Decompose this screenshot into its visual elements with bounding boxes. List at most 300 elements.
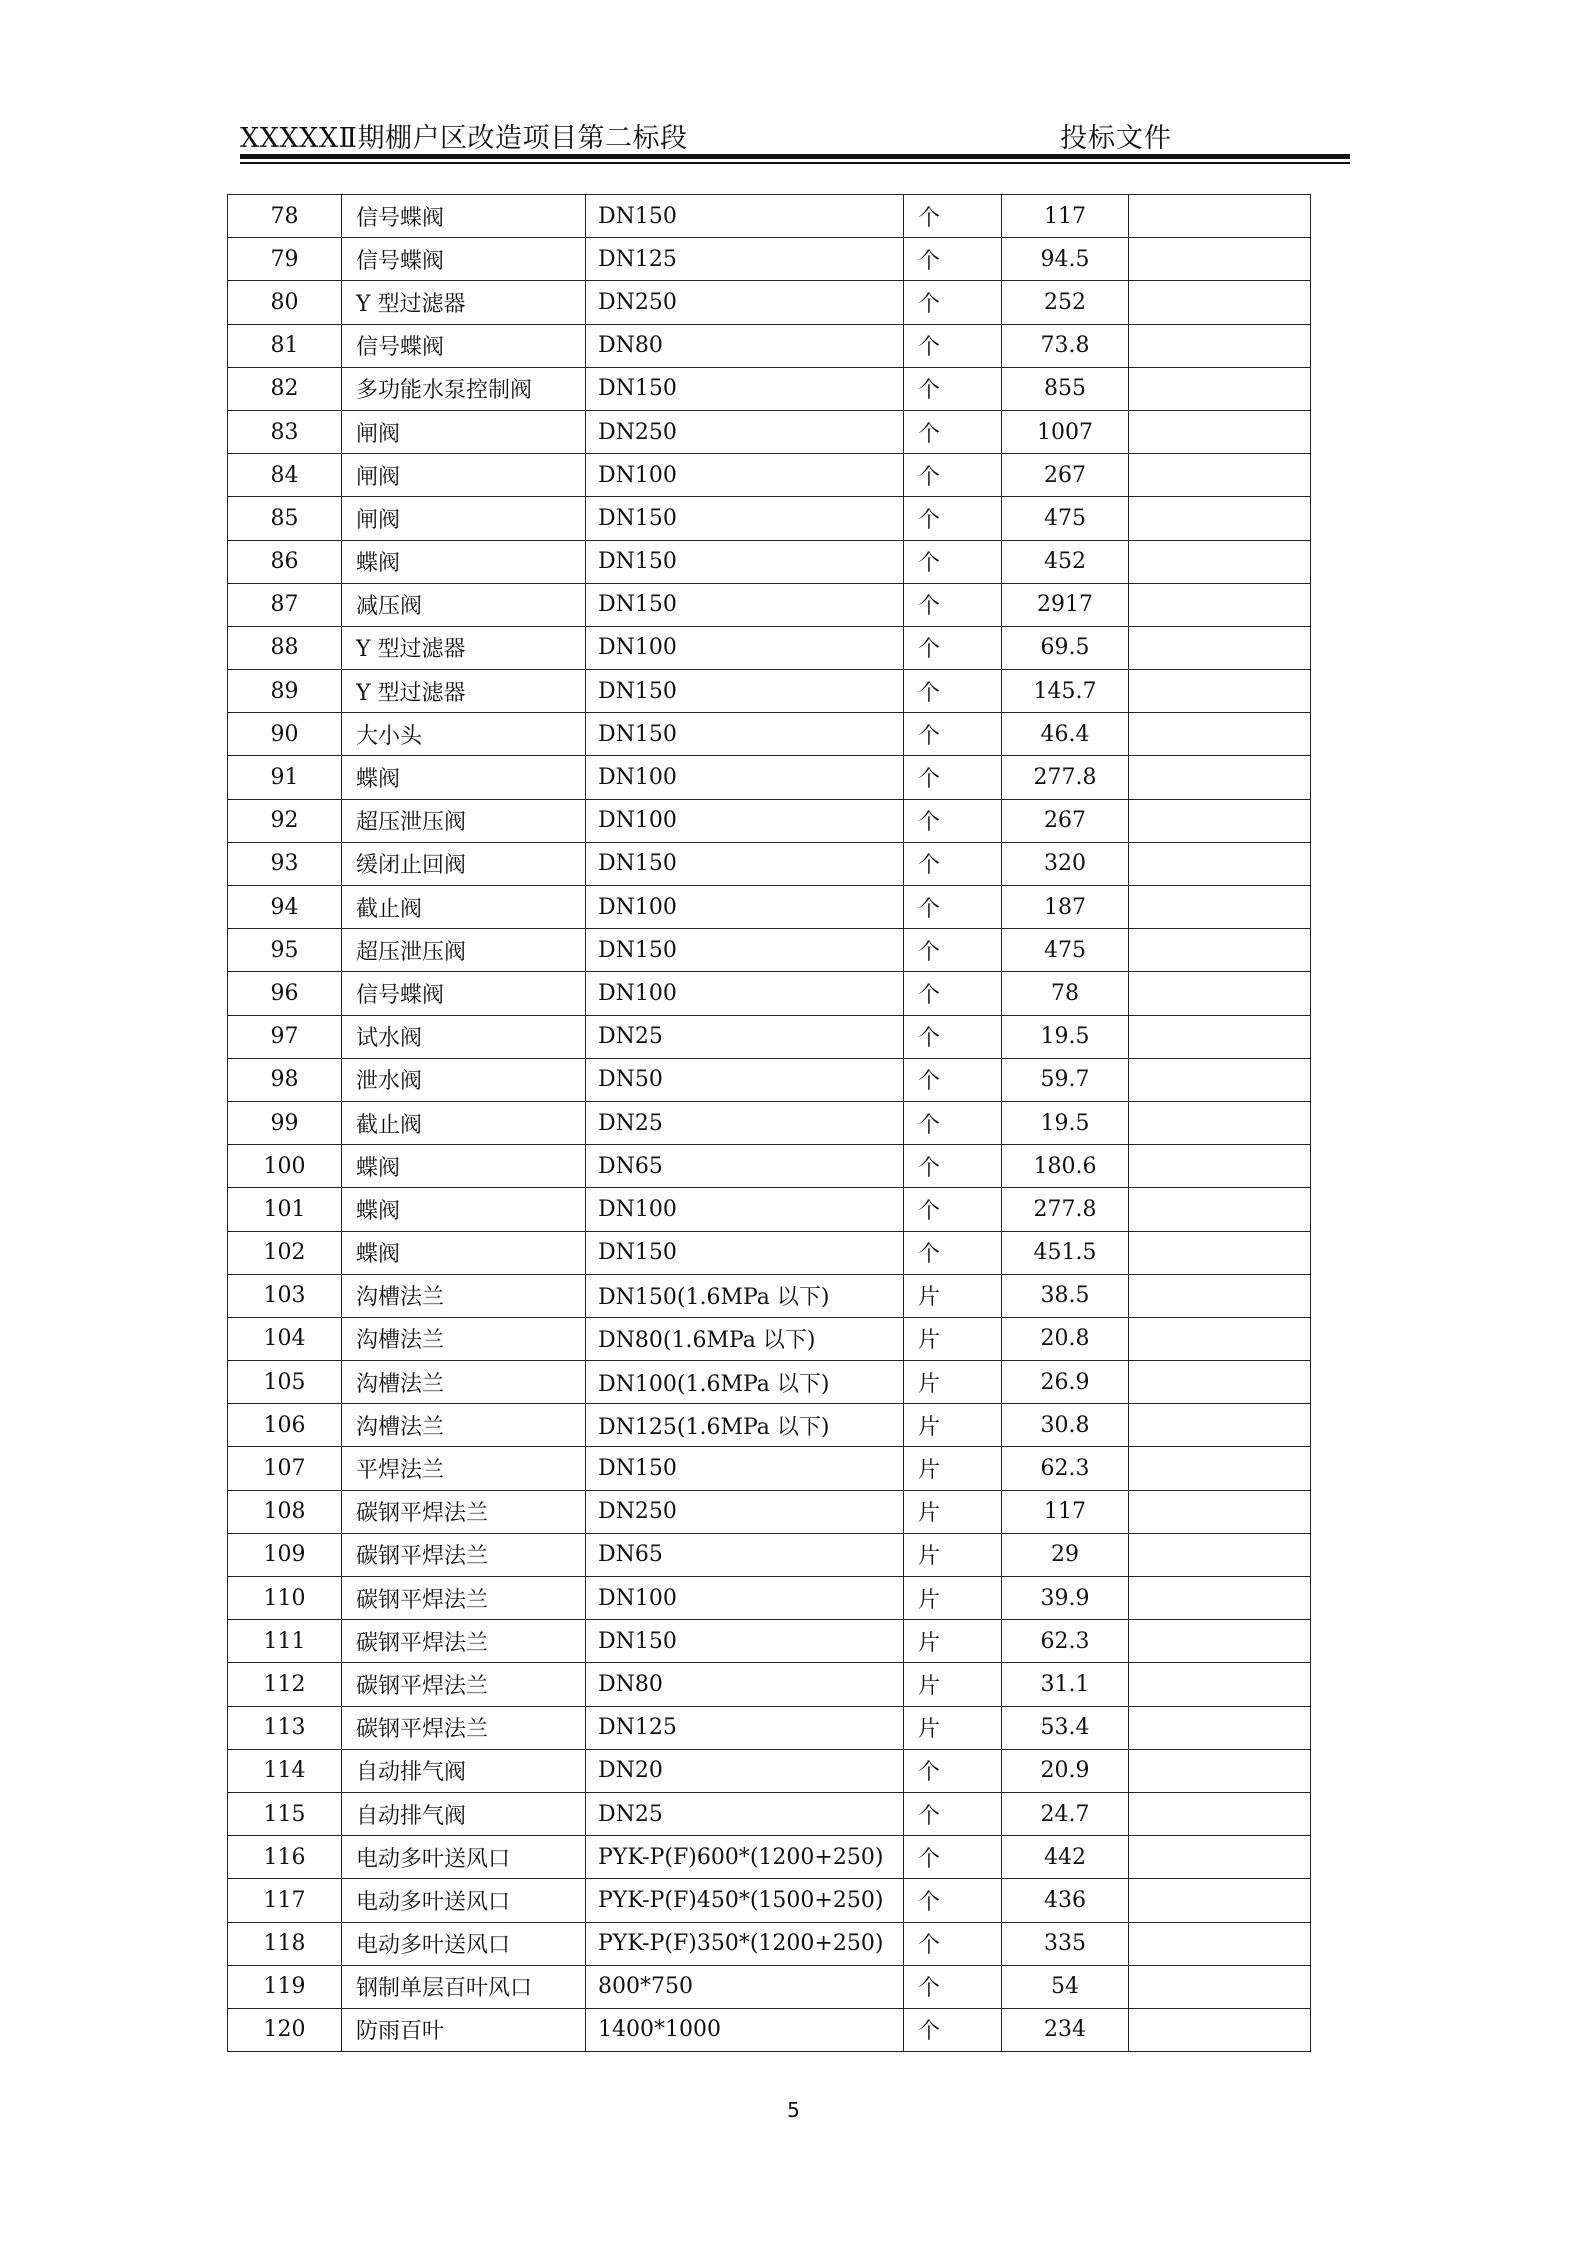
document-type: 投标文件 — [1060, 123, 1172, 154]
row-number: 81 — [228, 324, 342, 367]
item-spec: DN65 — [586, 1145, 904, 1188]
row-number: 97 — [228, 1015, 342, 1058]
table-row — [228, 1706, 1311, 1749]
table-row — [228, 1188, 1311, 1231]
item-unit: 个 — [904, 713, 1002, 756]
row-number: 102 — [228, 1231, 342, 1274]
item-price: 335 — [1002, 1922, 1129, 1965]
item-name: Y 型过滤器 — [342, 281, 586, 324]
row-number: 98 — [228, 1058, 342, 1101]
item-price: 20.8 — [1002, 1317, 1129, 1360]
item-spec: 800*750 — [586, 1965, 904, 2008]
item-price: 24.7 — [1002, 1792, 1129, 1835]
item-name: 电动多叶送风口 — [342, 1922, 586, 1965]
row-number: 99 — [228, 1101, 342, 1144]
row-number: 88 — [228, 626, 342, 669]
table-row — [228, 1404, 1311, 1447]
item-price: 73.8 — [1002, 324, 1129, 367]
row-number: 113 — [228, 1706, 342, 1749]
row-number: 105 — [228, 1361, 342, 1404]
item-price: 180.6 — [1002, 1145, 1129, 1188]
item-unit: 个 — [904, 1101, 1002, 1144]
item-spec: DN25 — [586, 1792, 904, 1835]
item-price: 475 — [1002, 929, 1129, 972]
item-remark — [1129, 1490, 1311, 1533]
table-row — [228, 1058, 1311, 1101]
table-row — [228, 929, 1311, 972]
item-price: 78 — [1002, 972, 1129, 1015]
table-row — [228, 1361, 1311, 1404]
table-row — [228, 1145, 1311, 1188]
item-price: 436 — [1002, 1879, 1129, 1922]
item-unit: 个 — [904, 583, 1002, 626]
row-number: 110 — [228, 1577, 342, 1620]
row-number: 85 — [228, 497, 342, 540]
item-name: 信号蝶阀 — [342, 238, 586, 281]
item-remark — [1129, 1663, 1311, 1706]
item-price: 2917 — [1002, 583, 1129, 626]
item-unit: 个 — [904, 1188, 1002, 1231]
table-row — [228, 583, 1311, 626]
materials-table — [227, 194, 1311, 2052]
item-price: 234 — [1002, 2008, 1129, 2051]
item-remark — [1129, 195, 1311, 238]
table-row — [228, 324, 1311, 367]
item-remark — [1129, 1015, 1311, 1058]
item-price: 442 — [1002, 1836, 1129, 1879]
table-body — [228, 195, 1311, 2052]
item-unit: 个 — [904, 1231, 1002, 1274]
item-unit: 个 — [904, 281, 1002, 324]
item-remark — [1129, 799, 1311, 842]
item-name: 蝶阀 — [342, 756, 586, 799]
row-number: 106 — [228, 1404, 342, 1447]
item-price: 267 — [1002, 799, 1129, 842]
page-number: 5 — [787, 2098, 800, 2122]
item-price: 62.3 — [1002, 1620, 1129, 1663]
item-price: 94.5 — [1002, 238, 1129, 281]
item-name: 超压泄压阀 — [342, 929, 586, 972]
item-name: 试水阀 — [342, 1015, 586, 1058]
table-row — [228, 670, 1311, 713]
table-row — [228, 1792, 1311, 1835]
item-spec: DN150 — [586, 670, 904, 713]
item-unit: 个 — [904, 842, 1002, 885]
item-name: 大小头 — [342, 713, 586, 756]
item-unit: 个 — [904, 799, 1002, 842]
item-spec: DN150 — [586, 367, 904, 410]
item-name: 电动多叶送风口 — [342, 1879, 586, 1922]
item-remark — [1129, 1836, 1311, 1879]
table-row — [228, 2008, 1311, 2051]
item-unit: 个 — [904, 1965, 1002, 2008]
item-name: 多功能水泵控制阀 — [342, 367, 586, 410]
item-remark — [1129, 1404, 1311, 1447]
row-number: 120 — [228, 2008, 342, 2051]
item-unit: 片 — [904, 1317, 1002, 1360]
item-name: 超压泄压阀 — [342, 799, 586, 842]
row-number: 104 — [228, 1317, 342, 1360]
table-row — [228, 886, 1311, 929]
table-row — [228, 410, 1311, 453]
row-number: 101 — [228, 1188, 342, 1231]
item-remark — [1129, 1058, 1311, 1101]
item-name: Y 型过滤器 — [342, 626, 586, 669]
item-remark — [1129, 1620, 1311, 1663]
item-name: 信号蝶阀 — [342, 324, 586, 367]
item-name: 防雨百叶 — [342, 2008, 586, 2051]
item-unit: 片 — [904, 1620, 1002, 1663]
item-remark — [1129, 1145, 1311, 1188]
item-spec: DN250 — [586, 1490, 904, 1533]
item-name: 碳钢平焊法兰 — [342, 1533, 586, 1576]
item-price: 475 — [1002, 497, 1129, 540]
row-number: 107 — [228, 1447, 342, 1490]
item-name: 截止阀 — [342, 886, 586, 929]
item-price: 117 — [1002, 1490, 1129, 1533]
table-row — [228, 454, 1311, 497]
item-spec: DN25 — [586, 1015, 904, 1058]
item-remark — [1129, 454, 1311, 497]
item-unit: 个 — [904, 367, 1002, 410]
item-name: 自动排气阀 — [342, 1792, 586, 1835]
item-price: 452 — [1002, 540, 1129, 583]
item-remark — [1129, 1706, 1311, 1749]
item-spec: DN150 — [586, 1447, 904, 1490]
item-spec: DN150 — [586, 1231, 904, 1274]
item-unit: 片 — [904, 1577, 1002, 1620]
table-row — [228, 1274, 1311, 1317]
item-spec: DN100 — [586, 799, 904, 842]
item-spec: DN65 — [586, 1533, 904, 1576]
row-number: 86 — [228, 540, 342, 583]
header-rule-thick — [240, 154, 1350, 159]
item-spec: DN125 — [586, 1706, 904, 1749]
item-remark — [1129, 583, 1311, 626]
item-remark — [1129, 410, 1311, 453]
item-unit: 片 — [904, 1663, 1002, 1706]
item-remark — [1129, 1792, 1311, 1835]
item-name: 碳钢平焊法兰 — [342, 1490, 586, 1533]
item-unit: 片 — [904, 1533, 1002, 1576]
row-number: 96 — [228, 972, 342, 1015]
item-name: 沟槽法兰 — [342, 1274, 586, 1317]
item-remark — [1129, 1533, 1311, 1576]
item-spec: DN150 — [586, 195, 904, 238]
row-number: 95 — [228, 929, 342, 972]
table-row — [228, 1749, 1311, 1792]
table-row — [228, 626, 1311, 669]
item-spec: DN150 — [586, 497, 904, 540]
table-row — [228, 1922, 1311, 1965]
item-unit: 片 — [904, 1361, 1002, 1404]
item-spec: DN100 — [586, 1188, 904, 1231]
item-price: 46.4 — [1002, 713, 1129, 756]
item-name: 自动排气阀 — [342, 1749, 586, 1792]
item-unit: 个 — [904, 540, 1002, 583]
item-remark — [1129, 1749, 1311, 1792]
row-number: 117 — [228, 1879, 342, 1922]
table-row — [228, 1447, 1311, 1490]
item-name: 沟槽法兰 — [342, 1361, 586, 1404]
row-number: 80 — [228, 281, 342, 324]
item-name: 闸阀 — [342, 454, 586, 497]
row-number: 118 — [228, 1922, 342, 1965]
item-name: 蝶阀 — [342, 1231, 586, 1274]
row-number: 89 — [228, 670, 342, 713]
item-spec: DN150 — [586, 540, 904, 583]
item-unit: 片 — [904, 1706, 1002, 1749]
item-unit: 片 — [904, 1447, 1002, 1490]
item-spec: DN150 — [586, 1620, 904, 1663]
item-remark — [1129, 281, 1311, 324]
item-spec: PYK-P(F)450*(1500+250) — [586, 1879, 904, 1922]
item-remark — [1129, 1447, 1311, 1490]
table-row — [228, 238, 1311, 281]
item-spec: DN150 — [586, 929, 904, 972]
item-unit: 个 — [904, 670, 1002, 713]
row-number: 100 — [228, 1145, 342, 1188]
row-number: 87 — [228, 583, 342, 626]
table-row — [228, 1101, 1311, 1144]
item-unit: 个 — [904, 195, 1002, 238]
materials-table-container — [227, 194, 1311, 2052]
item-remark — [1129, 1188, 1311, 1231]
item-spec: PYK-P(F)350*(1200+250) — [586, 1922, 904, 1965]
item-spec: DN50 — [586, 1058, 904, 1101]
item-spec: DN20 — [586, 1749, 904, 1792]
row-number: 92 — [228, 799, 342, 842]
item-spec: DN25 — [586, 1101, 904, 1144]
item-remark — [1129, 324, 1311, 367]
row-number: 79 — [228, 238, 342, 281]
item-unit: 个 — [904, 324, 1002, 367]
item-unit: 个 — [904, 972, 1002, 1015]
table-row — [228, 1533, 1311, 1576]
item-price: 19.5 — [1002, 1015, 1129, 1058]
row-number: 115 — [228, 1792, 342, 1835]
item-name: 沟槽法兰 — [342, 1404, 586, 1447]
item-name: 蝶阀 — [342, 540, 586, 583]
table-row — [228, 367, 1311, 410]
item-price: 53.4 — [1002, 1706, 1129, 1749]
item-remark — [1129, 842, 1311, 885]
row-number: 93 — [228, 842, 342, 885]
item-remark — [1129, 540, 1311, 583]
item-remark — [1129, 670, 1311, 713]
table-row — [228, 1231, 1311, 1274]
item-spec: DN250 — [586, 410, 904, 453]
table-row — [228, 1015, 1311, 1058]
item-name: 钢制单层百叶风口 — [342, 1965, 586, 2008]
item-unit: 个 — [904, 1058, 1002, 1101]
item-name: 闸阀 — [342, 410, 586, 453]
row-number: 84 — [228, 454, 342, 497]
item-price: 62.3 — [1002, 1447, 1129, 1490]
item-spec: DN125 — [586, 238, 904, 281]
item-unit: 个 — [904, 1749, 1002, 1792]
item-unit: 个 — [904, 886, 1002, 929]
item-spec: DN100 — [586, 886, 904, 929]
table-row — [228, 1879, 1311, 1922]
item-spec: DN100(1.6MPa 以下) — [586, 1361, 904, 1404]
item-name: 截止阀 — [342, 1101, 586, 1144]
table-row — [228, 195, 1311, 238]
item-unit: 片 — [904, 1274, 1002, 1317]
item-price: 38.5 — [1002, 1274, 1129, 1317]
item-spec: PYK-P(F)600*(1200+250) — [586, 1836, 904, 1879]
item-name: 碳钢平焊法兰 — [342, 1577, 586, 1620]
item-price: 277.8 — [1002, 756, 1129, 799]
table-row — [228, 842, 1311, 885]
item-spec: DN100 — [586, 1577, 904, 1620]
item-spec: 1400*1000 — [586, 2008, 904, 2051]
item-unit: 个 — [904, 1145, 1002, 1188]
row-number: 83 — [228, 410, 342, 453]
item-remark — [1129, 756, 1311, 799]
item-name: 信号蝶阀 — [342, 195, 586, 238]
item-spec: DN100 — [586, 972, 904, 1015]
header-rule-thin — [240, 162, 1350, 164]
table-row — [228, 1577, 1311, 1620]
item-unit: 个 — [904, 626, 1002, 669]
row-number: 94 — [228, 886, 342, 929]
item-price: 267 — [1002, 454, 1129, 497]
table-row — [228, 1620, 1311, 1663]
item-spec: DN150 — [586, 583, 904, 626]
item-name: 蝶阀 — [342, 1188, 586, 1231]
item-price: 26.9 — [1002, 1361, 1129, 1404]
item-spec: DN100 — [586, 454, 904, 497]
row-number: 82 — [228, 367, 342, 410]
item-remark — [1129, 1361, 1311, 1404]
item-price: 277.8 — [1002, 1188, 1129, 1231]
item-spec: DN100 — [586, 626, 904, 669]
row-number: 111 — [228, 1620, 342, 1663]
item-unit: 个 — [904, 2008, 1002, 2051]
row-number: 119 — [228, 1965, 342, 2008]
row-number: 103 — [228, 1274, 342, 1317]
item-unit: 个 — [904, 1922, 1002, 1965]
item-remark — [1129, 713, 1311, 756]
item-remark — [1129, 1274, 1311, 1317]
item-price: 117 — [1002, 195, 1129, 238]
item-name: 蝶阀 — [342, 1145, 586, 1188]
item-price: 29 — [1002, 1533, 1129, 1576]
item-price: 19.5 — [1002, 1101, 1129, 1144]
table-row — [228, 1836, 1311, 1879]
item-unit: 个 — [904, 1015, 1002, 1058]
item-name: 电动多叶送风口 — [342, 1836, 586, 1879]
table-row — [228, 540, 1311, 583]
item-spec: DN80 — [586, 1663, 904, 1706]
item-remark — [1129, 1231, 1311, 1274]
item-name: 碳钢平焊法兰 — [342, 1620, 586, 1663]
item-spec: DN100 — [586, 756, 904, 799]
table-row — [228, 972, 1311, 1015]
item-unit: 个 — [904, 929, 1002, 972]
item-name: 信号蝶阀 — [342, 972, 586, 1015]
item-remark — [1129, 367, 1311, 410]
item-spec: DN150 — [586, 713, 904, 756]
item-price: 69.5 — [1002, 626, 1129, 669]
row-number: 112 — [228, 1663, 342, 1706]
item-price: 39.9 — [1002, 1577, 1129, 1620]
item-price: 54 — [1002, 1965, 1129, 2008]
row-number: 116 — [228, 1836, 342, 1879]
row-number: 91 — [228, 756, 342, 799]
item-unit: 片 — [904, 1404, 1002, 1447]
item-unit: 个 — [904, 1836, 1002, 1879]
item-name: 平焊法兰 — [342, 1447, 586, 1490]
item-remark — [1129, 1879, 1311, 1922]
item-name: 闸阀 — [342, 497, 586, 540]
item-remark — [1129, 972, 1311, 1015]
item-unit: 片 — [904, 1490, 1002, 1533]
item-name: 碳钢平焊法兰 — [342, 1706, 586, 1749]
table-row — [228, 1317, 1311, 1360]
item-price: 451.5 — [1002, 1231, 1129, 1274]
row-number: 108 — [228, 1490, 342, 1533]
table-row — [228, 281, 1311, 324]
item-name: 沟槽法兰 — [342, 1317, 586, 1360]
item-unit: 个 — [904, 410, 1002, 453]
item-unit: 个 — [904, 756, 1002, 799]
item-name: 碳钢平焊法兰 — [342, 1663, 586, 1706]
item-unit: 个 — [904, 1792, 1002, 1835]
table-row — [228, 799, 1311, 842]
item-price: 187 — [1002, 886, 1129, 929]
item-price: 320 — [1002, 842, 1129, 885]
item-remark — [1129, 626, 1311, 669]
item-spec: DN150(1.6MPa 以下) — [586, 1274, 904, 1317]
table-row — [228, 1965, 1311, 2008]
item-remark — [1129, 1965, 1311, 2008]
document-title: XXXXXⅡ期棚户区改造项目第二标段 — [240, 123, 688, 154]
item-name: 减压阀 — [342, 583, 586, 626]
item-price: 30.8 — [1002, 1404, 1129, 1447]
item-price: 145.7 — [1002, 670, 1129, 713]
item-remark — [1129, 929, 1311, 972]
item-unit: 个 — [904, 497, 1002, 540]
row-number: 90 — [228, 713, 342, 756]
page-header — [240, 112, 1350, 152]
row-number: 78 — [228, 195, 342, 238]
item-remark — [1129, 2008, 1311, 2051]
item-price: 855 — [1002, 367, 1129, 410]
item-unit: 个 — [904, 238, 1002, 281]
item-price: 20.9 — [1002, 1749, 1129, 1792]
table-row — [228, 1663, 1311, 1706]
item-spec: DN250 — [586, 281, 904, 324]
table-row — [228, 756, 1311, 799]
item-unit: 个 — [904, 1879, 1002, 1922]
item-remark — [1129, 886, 1311, 929]
item-spec: DN150 — [586, 842, 904, 885]
item-spec: DN80(1.6MPa 以下) — [586, 1317, 904, 1360]
row-number: 109 — [228, 1533, 342, 1576]
table-row — [228, 1490, 1311, 1533]
item-remark — [1129, 1577, 1311, 1620]
item-price: 31.1 — [1002, 1663, 1129, 1706]
item-name: 缓闭止回阀 — [342, 842, 586, 885]
table-row — [228, 497, 1311, 540]
item-remark — [1129, 1101, 1311, 1144]
item-name: 泄水阀 — [342, 1058, 586, 1101]
row-number: 114 — [228, 1749, 342, 1792]
item-spec: DN125(1.6MPa 以下) — [586, 1404, 904, 1447]
item-spec: DN80 — [586, 324, 904, 367]
